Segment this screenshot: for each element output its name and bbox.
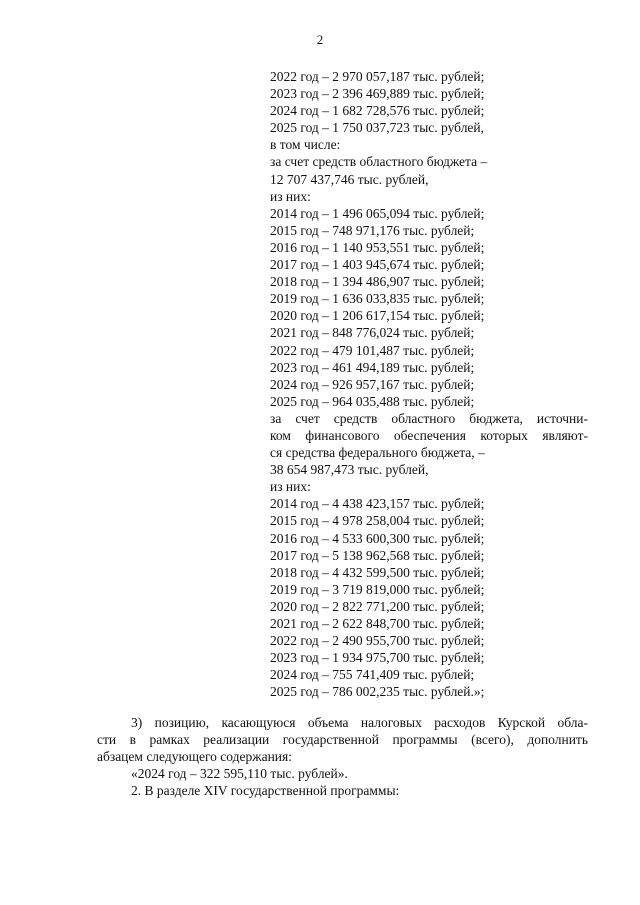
year-line: 2016 год – 4 533 600,300 тыс. рублей; — [270, 530, 485, 546]
year-line: 2024 год – 926 957,167 тыс. рублей; — [270, 376, 475, 392]
total-years-list — [270, 68, 588, 136]
federal-source-total: 38 654 987,473 тыс. рублей, — [270, 462, 429, 478]
year-line: 2015 год – 4 978 258,004 тыс. рублей; — [270, 513, 485, 529]
year-line: 2017 год – 5 138 962,568 тыс. рублей; — [270, 547, 485, 563]
year-line: 2022 год – 479 101,487 тыс. рублей; — [270, 342, 475, 358]
item-3-line: сти в рамках реализации государственной программы (всего), дополнить — [97, 732, 588, 748]
year-line: 2018 год – 1 394 486,907 тыс. рублей; — [270, 274, 485, 290]
year-line: 2014 год – 1 496 065,094 тыс. рублей; — [270, 205, 485, 221]
year-line: 2023 год – 1 934 975,700 тыс. рублей; — [270, 650, 485, 666]
year-line: 2017 год – 1 403 945,674 тыс. рублей; — [270, 257, 485, 273]
federal-source-label-line: за счет средств областного бюджета, источни- — [270, 410, 588, 426]
item-3-quote: «2024 год – 322 595,110 тыс. рублей». — [131, 766, 348, 782]
regional-budget-label: за счет средств областного бюджета – — [270, 154, 488, 170]
body-text-block — [97, 714, 588, 799]
federal-source-label-line: ся средства федерального бюджета, – — [270, 445, 485, 461]
regional-budget-section — [270, 153, 588, 409]
year-line: 2024 год – 755 741,409 тыс. рублей; — [270, 667, 475, 683]
year-line: 2023 год – 2 396 469,889 тыс. рублей; — [270, 86, 485, 102]
federal-source-label-line: ком финансового обеспечения которых являют- — [270, 427, 588, 443]
year-line: 2018 год – 4 432 599,500 тыс. рублей; — [270, 564, 485, 580]
year-line: 2025 год – 964 035,488 тыс. рублей; — [270, 393, 475, 409]
page-number: 2 — [316, 32, 324, 47]
year-line: 2019 год – 3 719 819,000 тыс. рублей; — [270, 581, 485, 597]
regional-budget-total: 12 707 437,746 тыс. рублей, — [270, 171, 429, 187]
year-line: 2014 год – 4 438 423,157 тыс. рублей; — [270, 496, 485, 512]
year-line: 2020 год – 2 822 771,200 тыс. рублей; — [270, 598, 485, 614]
federal-of-which-label: из них: — [270, 479, 311, 495]
year-line: 2019 год – 1 636 033,835 тыс. рублей; — [270, 291, 485, 307]
year-line: 2015 год – 748 971,176 тыс. рублей; — [270, 222, 475, 238]
year-line: 2021 год – 848 776,024 тыс. рублей; — [270, 325, 475, 341]
item-3-paragraph — [97, 714, 588, 765]
year-line: 2020 год – 1 206 617,154 тыс. рублей; — [270, 308, 485, 324]
including-label: в том числе: — [270, 137, 341, 153]
item-3-line: 3) позицию, касающуюся объема налоговых расходов Курской обла- — [131, 715, 588, 730]
item-3-line: абзацем следующего содержания: — [97, 749, 292, 765]
budget-figures-block — [270, 68, 588, 700]
regional-of-which-label: из них: — [270, 188, 311, 204]
section-2-heading: 2. В разделе XIV государственной программы: — [131, 783, 400, 799]
year-line: 2021 год – 2 622 848,700 тыс. рублей; — [270, 616, 485, 631]
year-line: 2016 год – 1 140 953,551 тыс. рублей; — [270, 239, 485, 255]
year-line: 2025 год – 1 750 037,723 тыс. рублей, — [270, 120, 485, 136]
year-line: 2025 год – 786 002,235 тыс. рублей.»; — [270, 684, 485, 700]
year-line: 2024 год – 1 682 728,576 тыс. рублей; — [270, 103, 485, 119]
federal-source-section — [270, 410, 588, 701]
year-line: 2023 год – 461 494,189 тыс. рублей; — [270, 359, 475, 375]
year-line: 2022 год – 2 490 955,700 тыс. рублей; — [270, 633, 485, 649]
year-line: 2022 год – 2 970 057,187 тыс. рублей; — [270, 69, 485, 84]
